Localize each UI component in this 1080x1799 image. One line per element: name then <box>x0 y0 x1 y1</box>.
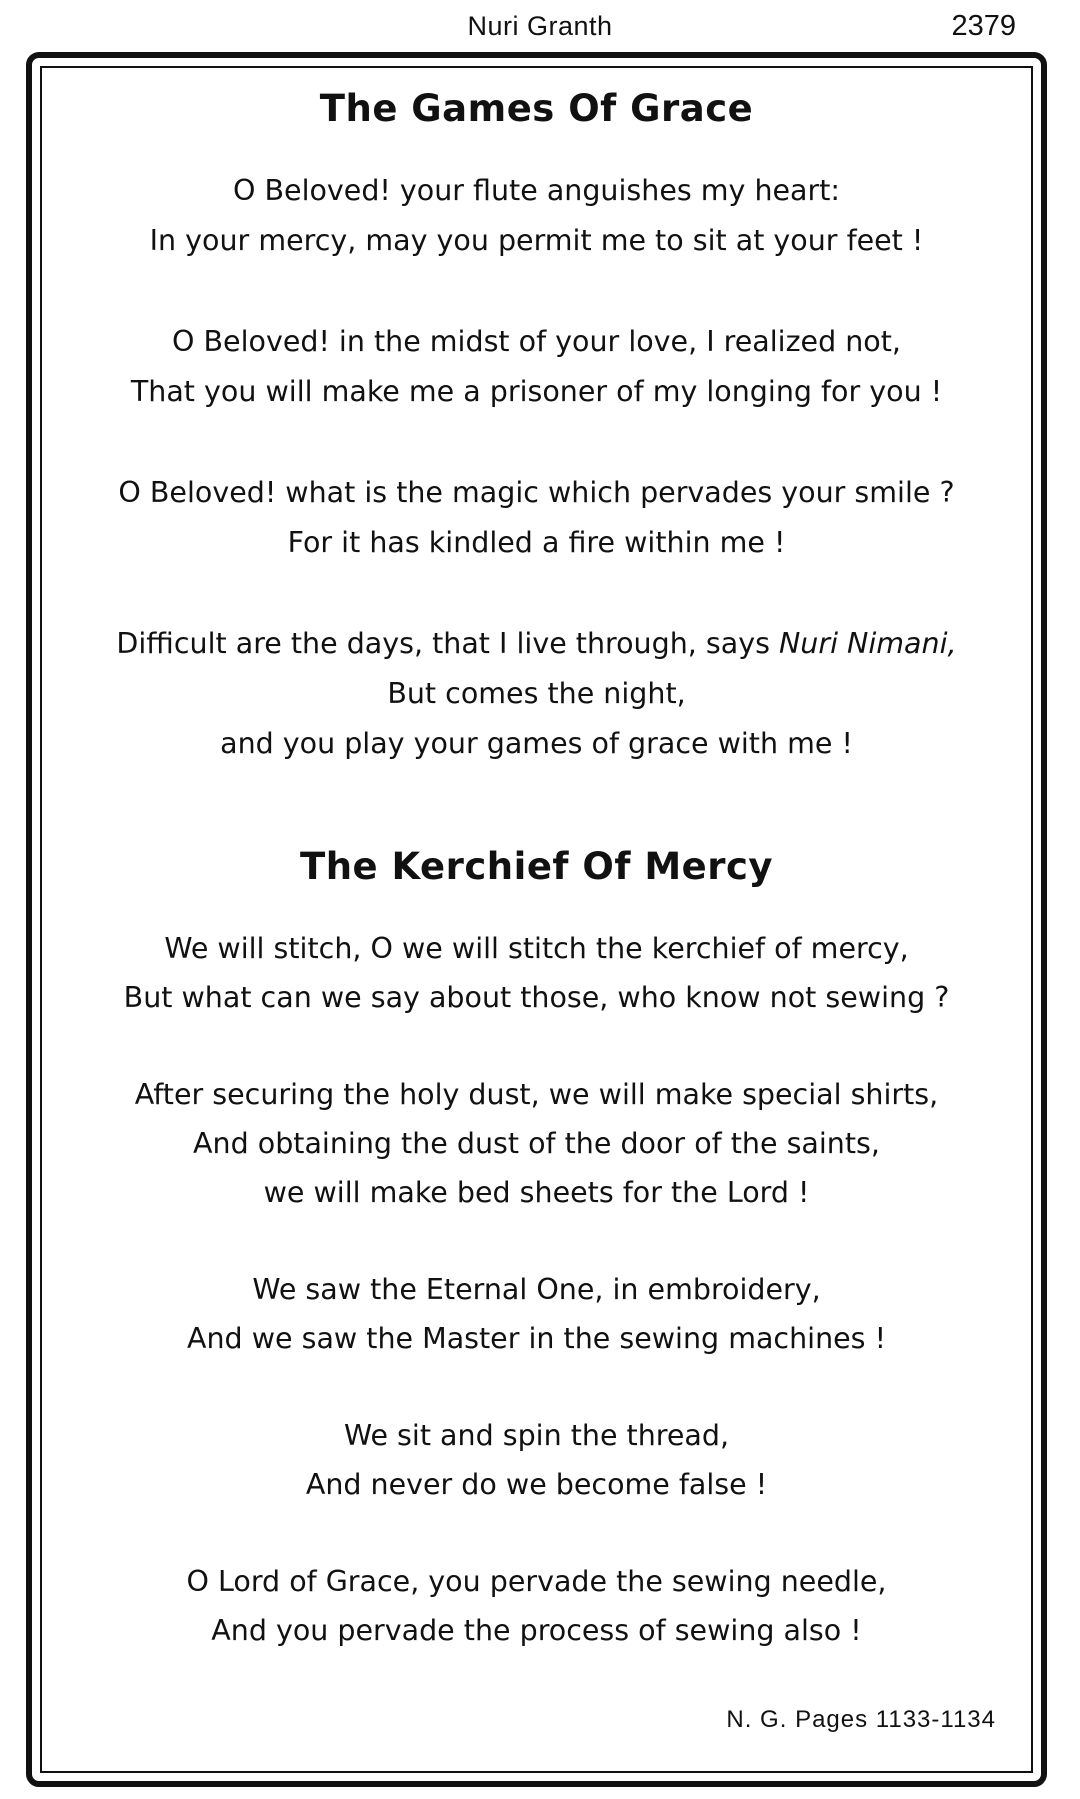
stanza <box>42 1070 1031 1217</box>
poem-line: O Lord of Grace, you pervade the sewing needle, <box>186 1565 887 1598</box>
poem-line: And obtaining the dust of the door of the saints, <box>193 1127 880 1160</box>
stanza <box>42 468 1031 568</box>
poem-line: In your mercy, may you permit me to sit at your feet ! <box>149 224 924 257</box>
poem-kerchief-of-mercy <box>42 842 1031 1703</box>
poem-line: we will make bed sheets for the Lord ! <box>263 1176 810 1209</box>
stanza <box>42 924 1031 1022</box>
stanza <box>42 1557 1031 1655</box>
stanza <box>42 1265 1031 1363</box>
author-name: Nuri Nimani, <box>778 627 957 660</box>
poem-line: and you play your games of grace with me ! <box>220 727 853 760</box>
poem-line: And we saw the Master in the sewing machines ! <box>186 1322 886 1355</box>
running-head <box>0 8 1080 44</box>
poem-line: After securing the holy dust, we will make special shirts, <box>134 1078 939 1111</box>
poem-line: O Beloved! in the midst of your love, I realized not, <box>172 325 901 358</box>
line-text: Difficult are the days, that I live through, says <box>116 627 779 660</box>
poem-line: But comes the night, <box>387 677 686 710</box>
poem-line: We saw the Eternal One, in embroidery, <box>252 1273 821 1306</box>
poem-line: And never do we become false ! <box>305 1468 768 1501</box>
stanza <box>42 317 1031 417</box>
poem-line: And you pervade the process of sewing also ! <box>211 1614 862 1647</box>
poem-title: The Games Of Grace <box>319 87 754 130</box>
poem-title: The Kerchief Of Mercy <box>299 845 774 888</box>
page-number: 2379 <box>951 10 1016 42</box>
poem-games-of-grace <box>42 84 1031 820</box>
poem-line <box>42 619 1031 669</box>
poem-line: We sit and spin the thread, <box>343 1419 730 1452</box>
poem-line: O Beloved! what is the magic which pervades your smile ? <box>118 476 955 509</box>
stanza <box>42 166 1031 266</box>
stanza <box>42 619 1031 769</box>
poem-line: But what can we say about those, who know not sewing ? <box>123 981 950 1014</box>
book-title: Nuri Granth <box>467 11 613 41</box>
poem-line: For it has kindled a fire within me ! <box>287 526 786 559</box>
poem-line: That you will make me a prisoner of my longing for you ! <box>130 375 943 408</box>
poem-line: We will stitch, O we will stitch the kerchief of mercy, <box>164 932 909 965</box>
source-reference: N. G. Pages 1133-1134 <box>726 1706 996 1733</box>
poem-line: O Beloved! your flute anguishes my heart: <box>232 174 841 207</box>
stanza <box>42 1411 1031 1509</box>
